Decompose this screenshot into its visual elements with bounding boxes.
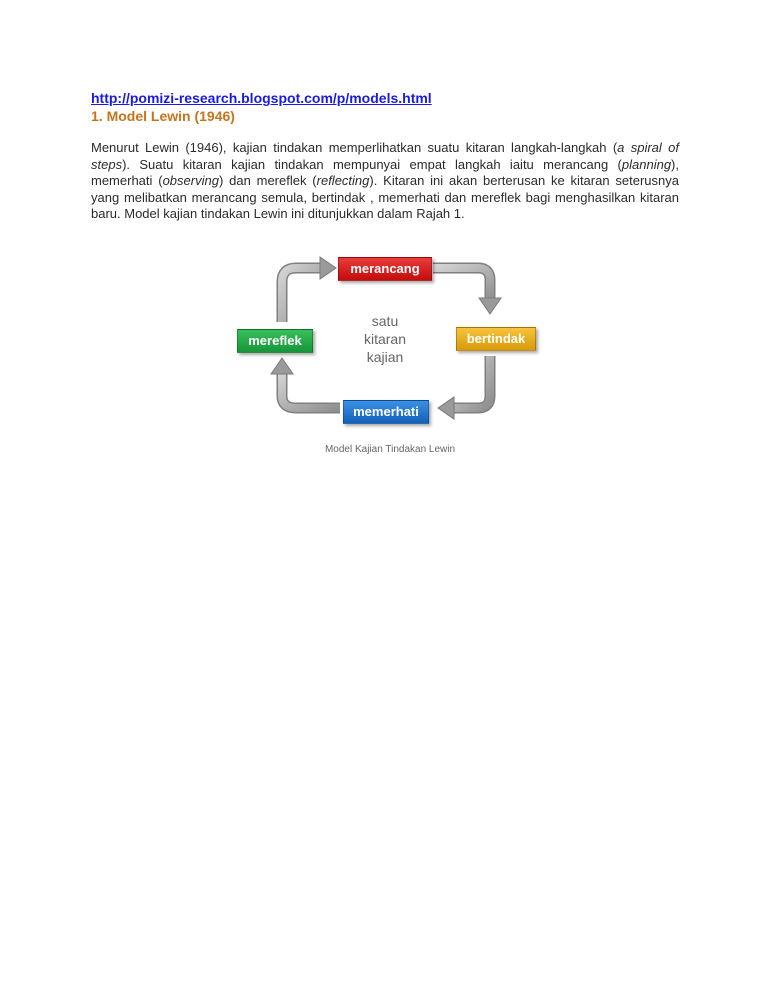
paragraph-italic-3: observing	[162, 173, 219, 188]
arrow-observe-to-reflect	[271, 358, 340, 408]
arrow-reflect-to-plan	[282, 257, 336, 322]
paragraph-italic-1: a spiral of steps	[91, 140, 679, 172]
paragraph-text-3: ), memerhati (	[91, 156, 679, 188]
diagram-caption: Model Kajian Tindakan Lewin	[324, 444, 456, 455]
step-bertindak: bertindak	[456, 327, 536, 351]
center-line-2: kitaran	[363, 331, 407, 347]
section-heading: 1. Model Lewin (1946)	[91, 108, 235, 124]
center-line-3: kajian	[366, 349, 404, 365]
paragraph-text-1: Menurut Lewin (1946), kajian tindakan memperlihatkan suatu kitaran langkah-langkah (	[91, 140, 618, 155]
step-memerhati: memerhati	[343, 400, 429, 424]
paragraph-text-2: ). Suatu kitaran kajian tindakan mempunyai empat langkah iaitu merancang (	[122, 156, 622, 172]
paragraph-text-5: ). Kitaran ini akan berterusan ke kitaran seterusnya yang melibatkan merancang semula, bertindak , memerhati dan mereflek bagi menghasilkan kitaran baru. Model kajian tindakan Lewin ini ditunjukkan dalam Rajah 1.	[91, 173, 679, 221]
arrow-act-to-observe	[438, 356, 490, 419]
step-merancang: merancang	[338, 257, 432, 281]
step-mereflek: mereflek	[237, 329, 313, 353]
paragraph-text-4: ) dan mereflek (	[218, 173, 317, 188]
arrow-plan-to-act	[433, 268, 501, 314]
cycle-center-label	[345, 312, 425, 366]
paragraph-italic-4: reflecting	[316, 173, 370, 188]
source-link[interactable]: http://pomizi-research.blogspot.com/p/models.html	[91, 90, 432, 106]
paragraph-italic-2: planning	[621, 156, 672, 172]
center-line-1: satu	[371, 313, 399, 329]
